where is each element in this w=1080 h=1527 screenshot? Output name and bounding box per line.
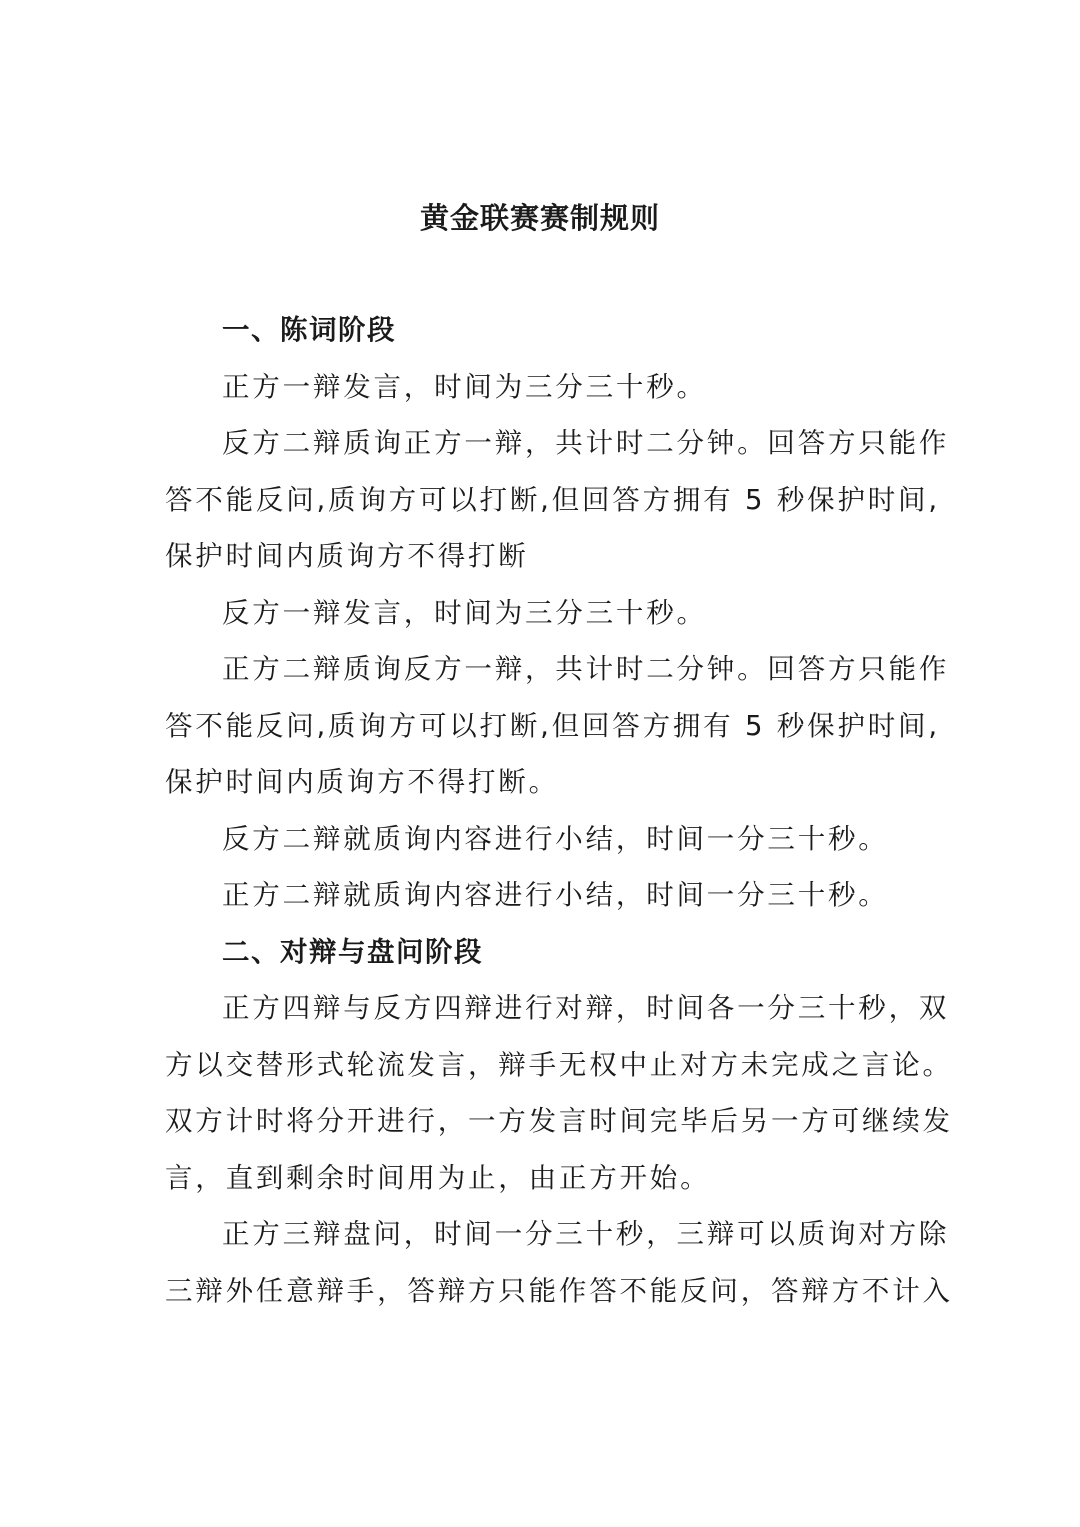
paragraph-line: 答不能反问,质询方可以打断,但回答方拥有 5 秒保护时间, (165, 710, 940, 742)
section-heading-2: 二、对辩与盘问阶段 (222, 936, 483, 968)
paragraph-line: 反方一辩发言，时间为三分三十秒。 (222, 597, 707, 629)
paragraph-line: 正方四辩与反方四辩进行对辩，时间各一分三十秒，双 (222, 992, 950, 1024)
paragraph-line: 双方计时将分开进行，一方发言时间完毕后另一方可继续发 (165, 1105, 953, 1137)
paragraph-line: 方以交替形式轮流发言，辩手无权中止对方未完成之言论。 (165, 1049, 953, 1081)
paragraph-line: 保护时间内质询方不得打断。 (165, 766, 559, 798)
paragraph-line: 反方二辩就质询内容进行小结，时间一分三十秒。 (222, 823, 889, 855)
section-heading-1: 一、陈词阶段 (222, 314, 396, 346)
paragraph-line: 正方一辩发言，时间为三分三十秒。 (222, 371, 707, 403)
paragraph-line: 正方二辩就质询内容进行小结，时间一分三十秒。 (222, 879, 889, 911)
paragraph-line: 保护时间内质询方不得打断 (165, 540, 529, 572)
paragraph-line: 正方二辩质询反方一辩，共计时二分钟。回答方只能作 (222, 653, 950, 685)
document-title: 黄金联赛赛制规则 (419, 201, 660, 235)
paragraph-line: 三辩外任意辩手，答辩方只能作答不能反问，答辩方不计入 (165, 1275, 953, 1307)
paragraph-line: 言，直到剩余时间用为止，由正方开始。 (165, 1162, 711, 1194)
paragraph-line: 正方三辩盘问，时间一分三十秒，三辩可以质询对方除 (222, 1218, 950, 1250)
paragraph-line: 反方二辩质询正方一辩，共计时二分钟。回答方只能作 (222, 427, 950, 459)
paragraph-line: 答不能反问,质询方可以打断,但回答方拥有 5 秒保护时间, (165, 484, 940, 516)
